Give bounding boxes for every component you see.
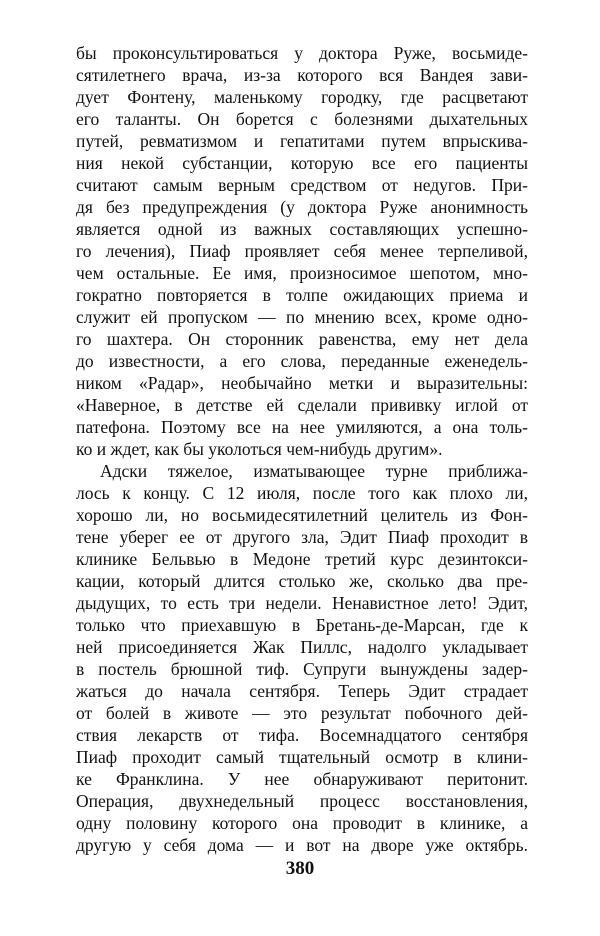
text-line: Пиаф проходит самый тщательный осмотр в клини-	[76, 747, 528, 767]
text-line: ке Франклина. У нее обнаруживают перитонит.	[76, 769, 528, 789]
body-text	[76, 42, 528, 856]
text-line: ником «Радар», необычайно метки и выразительны:	[76, 373, 528, 393]
text-line: путей, ревматизмом и гепатитами путем впрыскива-	[76, 131, 528, 151]
text-line: бы проконсультироваться у доктора Руже, восьмиде-	[76, 43, 528, 63]
text-line: гократно повторяется в толпе ожидающих приема и	[76, 285, 528, 305]
text-line: его таланты. Он борется с болезнями дыхательных	[76, 109, 528, 129]
text-line: другую у себя дома — и вот на дворе уже октябрь.	[76, 835, 528, 855]
text-line: чем остальные. Ее имя, произносимое шепотом, мно-	[76, 263, 528, 283]
text-line: является одной из важных составляющих успешно-	[76, 219, 528, 239]
text-line: ко и ждет, как бы уколоться чем-нибудь другим».	[76, 439, 443, 459]
text-line: «Наверное, в детстве ей сделали прививку иглой от	[76, 395, 528, 415]
text-line: го лечения), Пиаф проявляет себя менее терпеливой,	[76, 241, 528, 261]
text-line: в постель брюшной тиф. Супруги вынуждены задер-	[76, 659, 528, 679]
text-line: кации, который длится столько же, сколько два пре-	[76, 571, 528, 591]
text-line: только что приехавшую в Бретань-де-Марсан, где к	[76, 615, 528, 635]
text-line: ней присоединяется Жак Пиллс, надолго укладывает	[76, 637, 528, 657]
text-line: дыдущих, то есть три недели. Ненавистное лето! Эдит,	[76, 593, 528, 613]
text-line: Операция, двухнедельный процесс восстановления,	[76, 791, 528, 811]
text-line: хорошо ли, но восьмидесятилетний целитель из Фон-	[76, 505, 528, 525]
text-line: сятилетнего врача, из-за которого вся Вандея зави-	[76, 65, 528, 85]
text-line: считают самым верным средством от недугов. При-	[76, 175, 528, 195]
text-line: дя без предупреждения (у доктора Руже анонимность	[76, 197, 528, 217]
text-line: служит ей пропуском — по мнению всех, кроме одно-	[76, 307, 528, 327]
text-line: клинике Бельвью в Медоне третий курс дезинтокси-	[76, 549, 528, 569]
text-line: патефона. Поэтому все на нее умиляются, а она толь-	[76, 417, 528, 437]
text-line: от болей в животе — это результат побочного дей-	[76, 703, 528, 723]
text-line: ствия лекарств от тифа. Восемнадцатого сентября	[76, 725, 528, 745]
text-line: лось к концу. С 12 июля, после того как плохо ли,	[76, 483, 528, 503]
text-line: жаться до начала сентября. Теперь Эдит страдает	[76, 681, 528, 701]
text-line: одну половину которого она проводит в клинике, а	[76, 813, 528, 833]
paragraph-first-line: Адски тяжелое, изматывающее турне приближа-	[100, 461, 528, 481]
text-line: ния некой субстанции, которую все его пациенты	[76, 153, 528, 173]
text-line: го шахтера. Он сторонник равенства, ему нет дела	[76, 329, 528, 349]
text-line: до известности, а его слова, переданные еженедель-	[76, 351, 528, 371]
page-number: 380	[285, 858, 315, 879]
text-line: тене уберег ее от другого зла, Эдит Пиаф проходит в	[76, 527, 528, 547]
text-line: дует Фонтену, маленькому городку, где расцветают	[76, 87, 528, 107]
